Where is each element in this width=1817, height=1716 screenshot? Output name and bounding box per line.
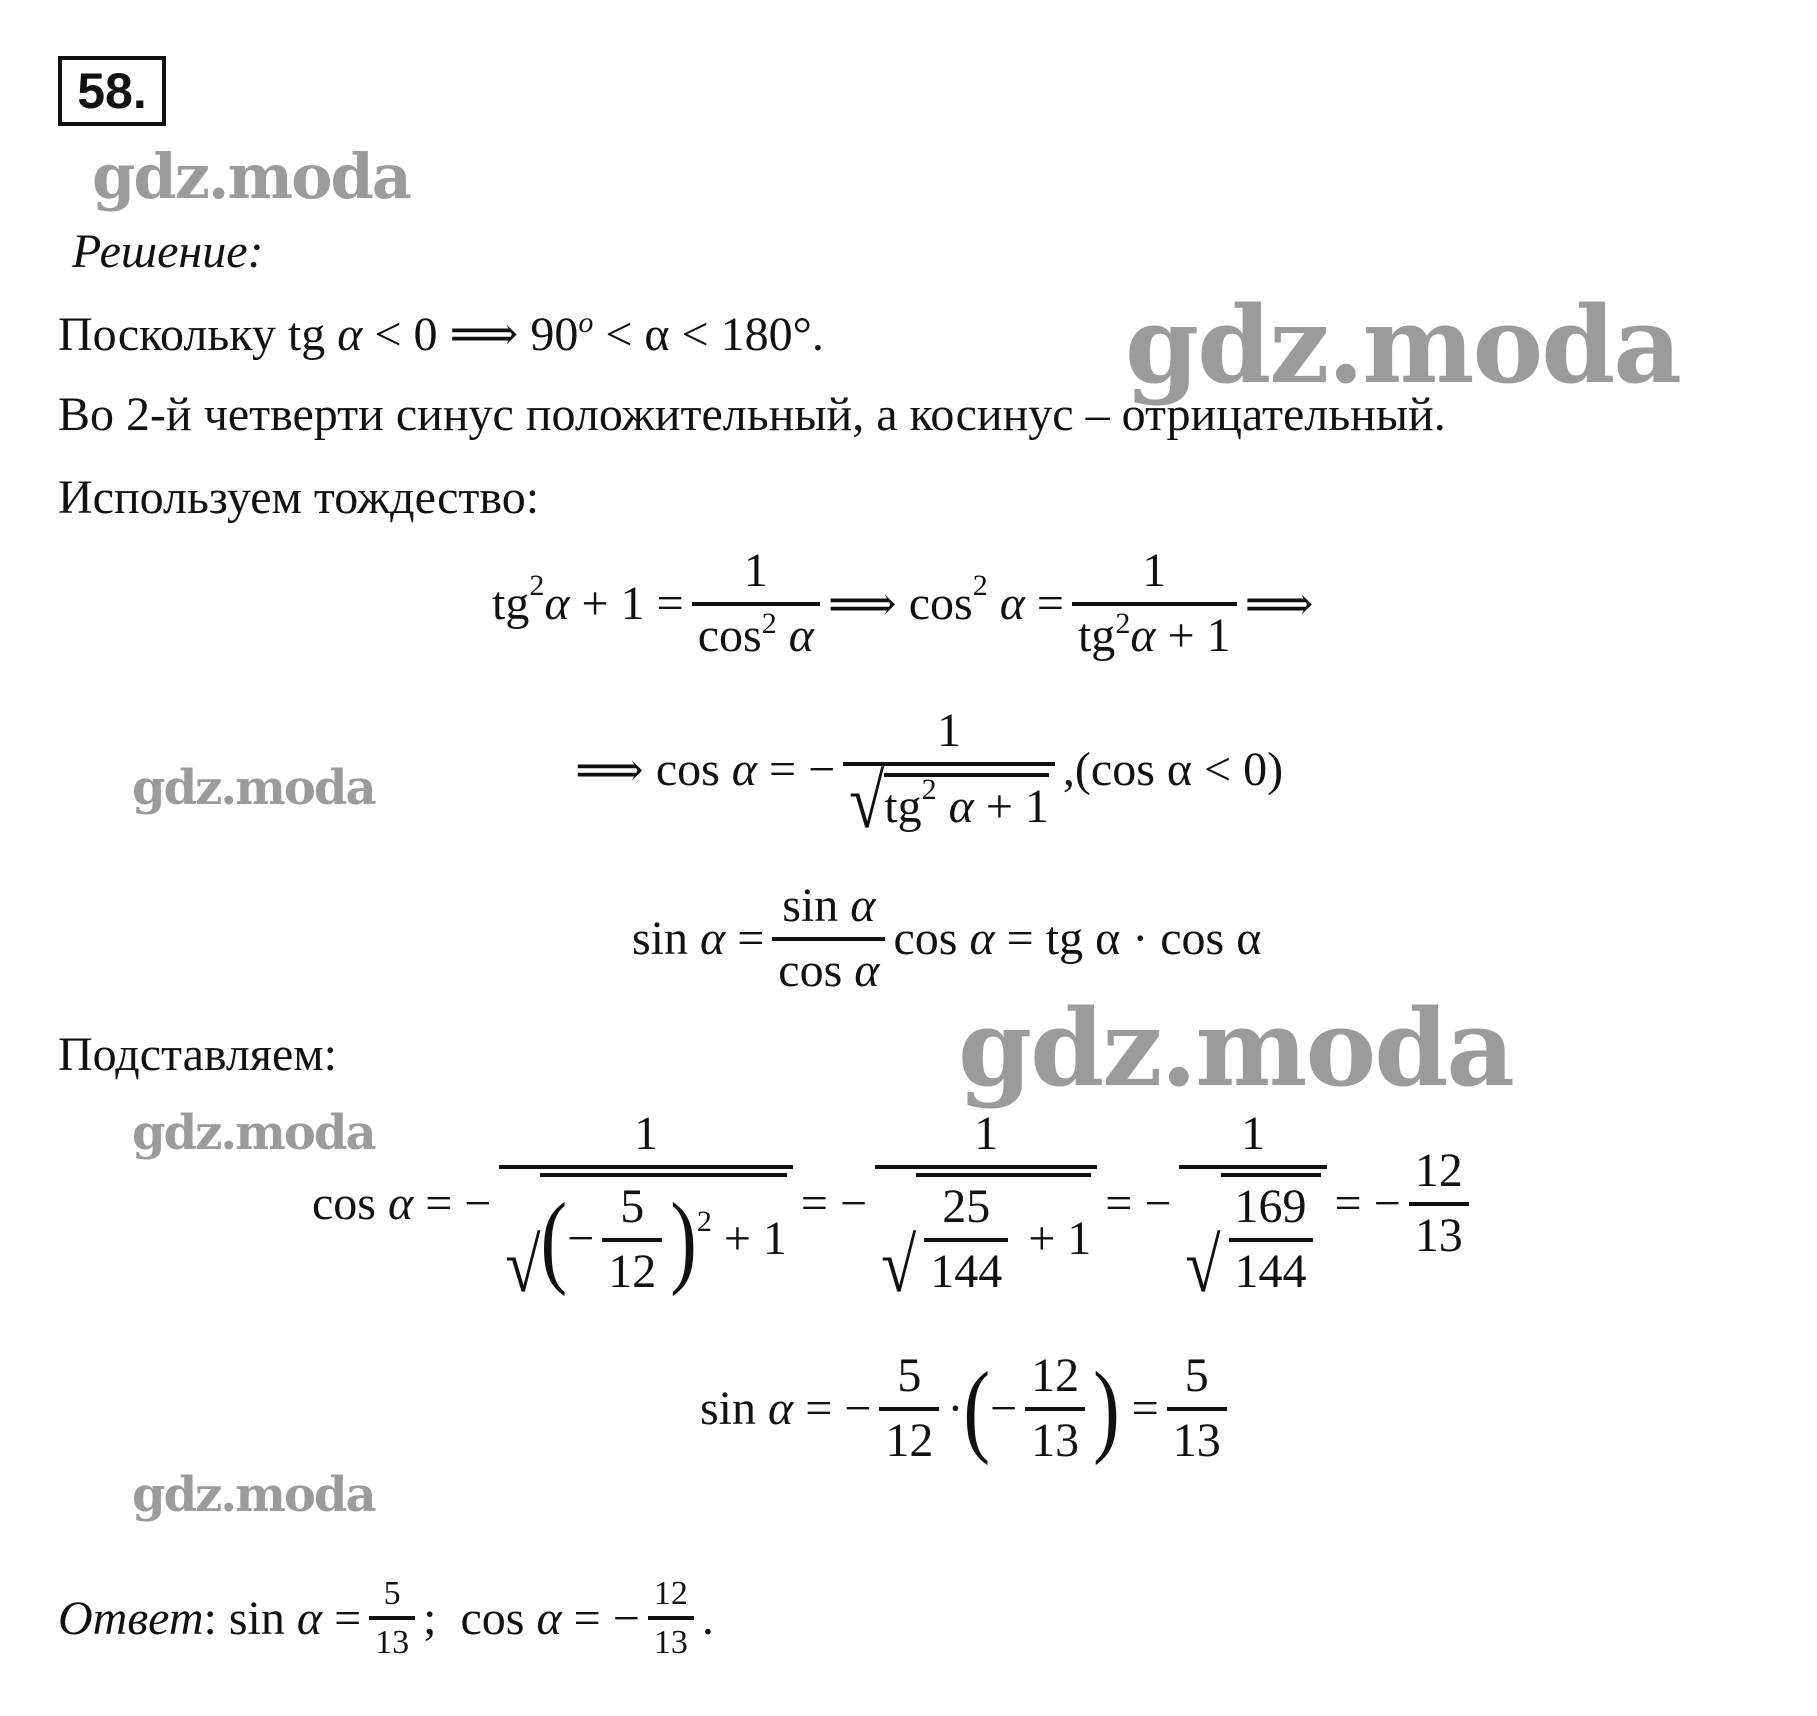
sin-formula: sin α = $\frac{\text{sin α}}{\text{cos α}}$ cos α = tg α · cos α (632, 879, 1262, 997)
watermark: gdz.moda (958, 985, 1513, 1110)
sin-computation: sin α = − $\frac{5}{12}$ · ( − $\frac{12}{13}$ ) = $\frac{5}{13}$ (700, 1350, 1235, 1468)
watermark: gdz.moda (132, 1467, 375, 1523)
line-since: Поскольку tg α < 0 ⟹ 90$^o$ < α < 180°. (58, 306, 824, 361)
cos-computation: cos α = − 1 √ ( − $\frac{5}{12}$ ) 2 + 1 = − 1 √ $\frac{25}{144}$ + 1 = − 1 √ $\frac{169}{144}$ = − $\frac{12}{13}$ (312, 1108, 1477, 1299)
identity-formula: tg 2 α + 1 = $\frac{1}{\cos^2 \alpha}$ ⟹ cos 2 α = $\frac{1}{tg^2\alpha + 1}$ ⟹ (492, 544, 1314, 662)
substitute-label: Подставляем: (58, 1028, 337, 1081)
watermark: gdz.moda (92, 140, 410, 213)
watermark: gdz.moda (1125, 282, 1680, 407)
watermark: gdz.moda (132, 760, 375, 816)
solution-label: Решение: (72, 225, 264, 278)
watermark: gdz.moda (132, 1105, 375, 1161)
line-quadrant: Во 2-й четверти синус положительный, а косинус – отрицательный. (58, 388, 1446, 441)
answer: Ответ : sin α = $\frac{5}{13}$ ; cos α = − $\frac{12}{13}$ . (58, 1575, 714, 1662)
problem-number: 58. (58, 56, 166, 126)
line-identity-intro: Используем тождество: (58, 471, 540, 524)
cos-formula: ⟹ cos α = − 1 √ tg 2 α + 1 , (cos α < 0) (575, 704, 1284, 844)
